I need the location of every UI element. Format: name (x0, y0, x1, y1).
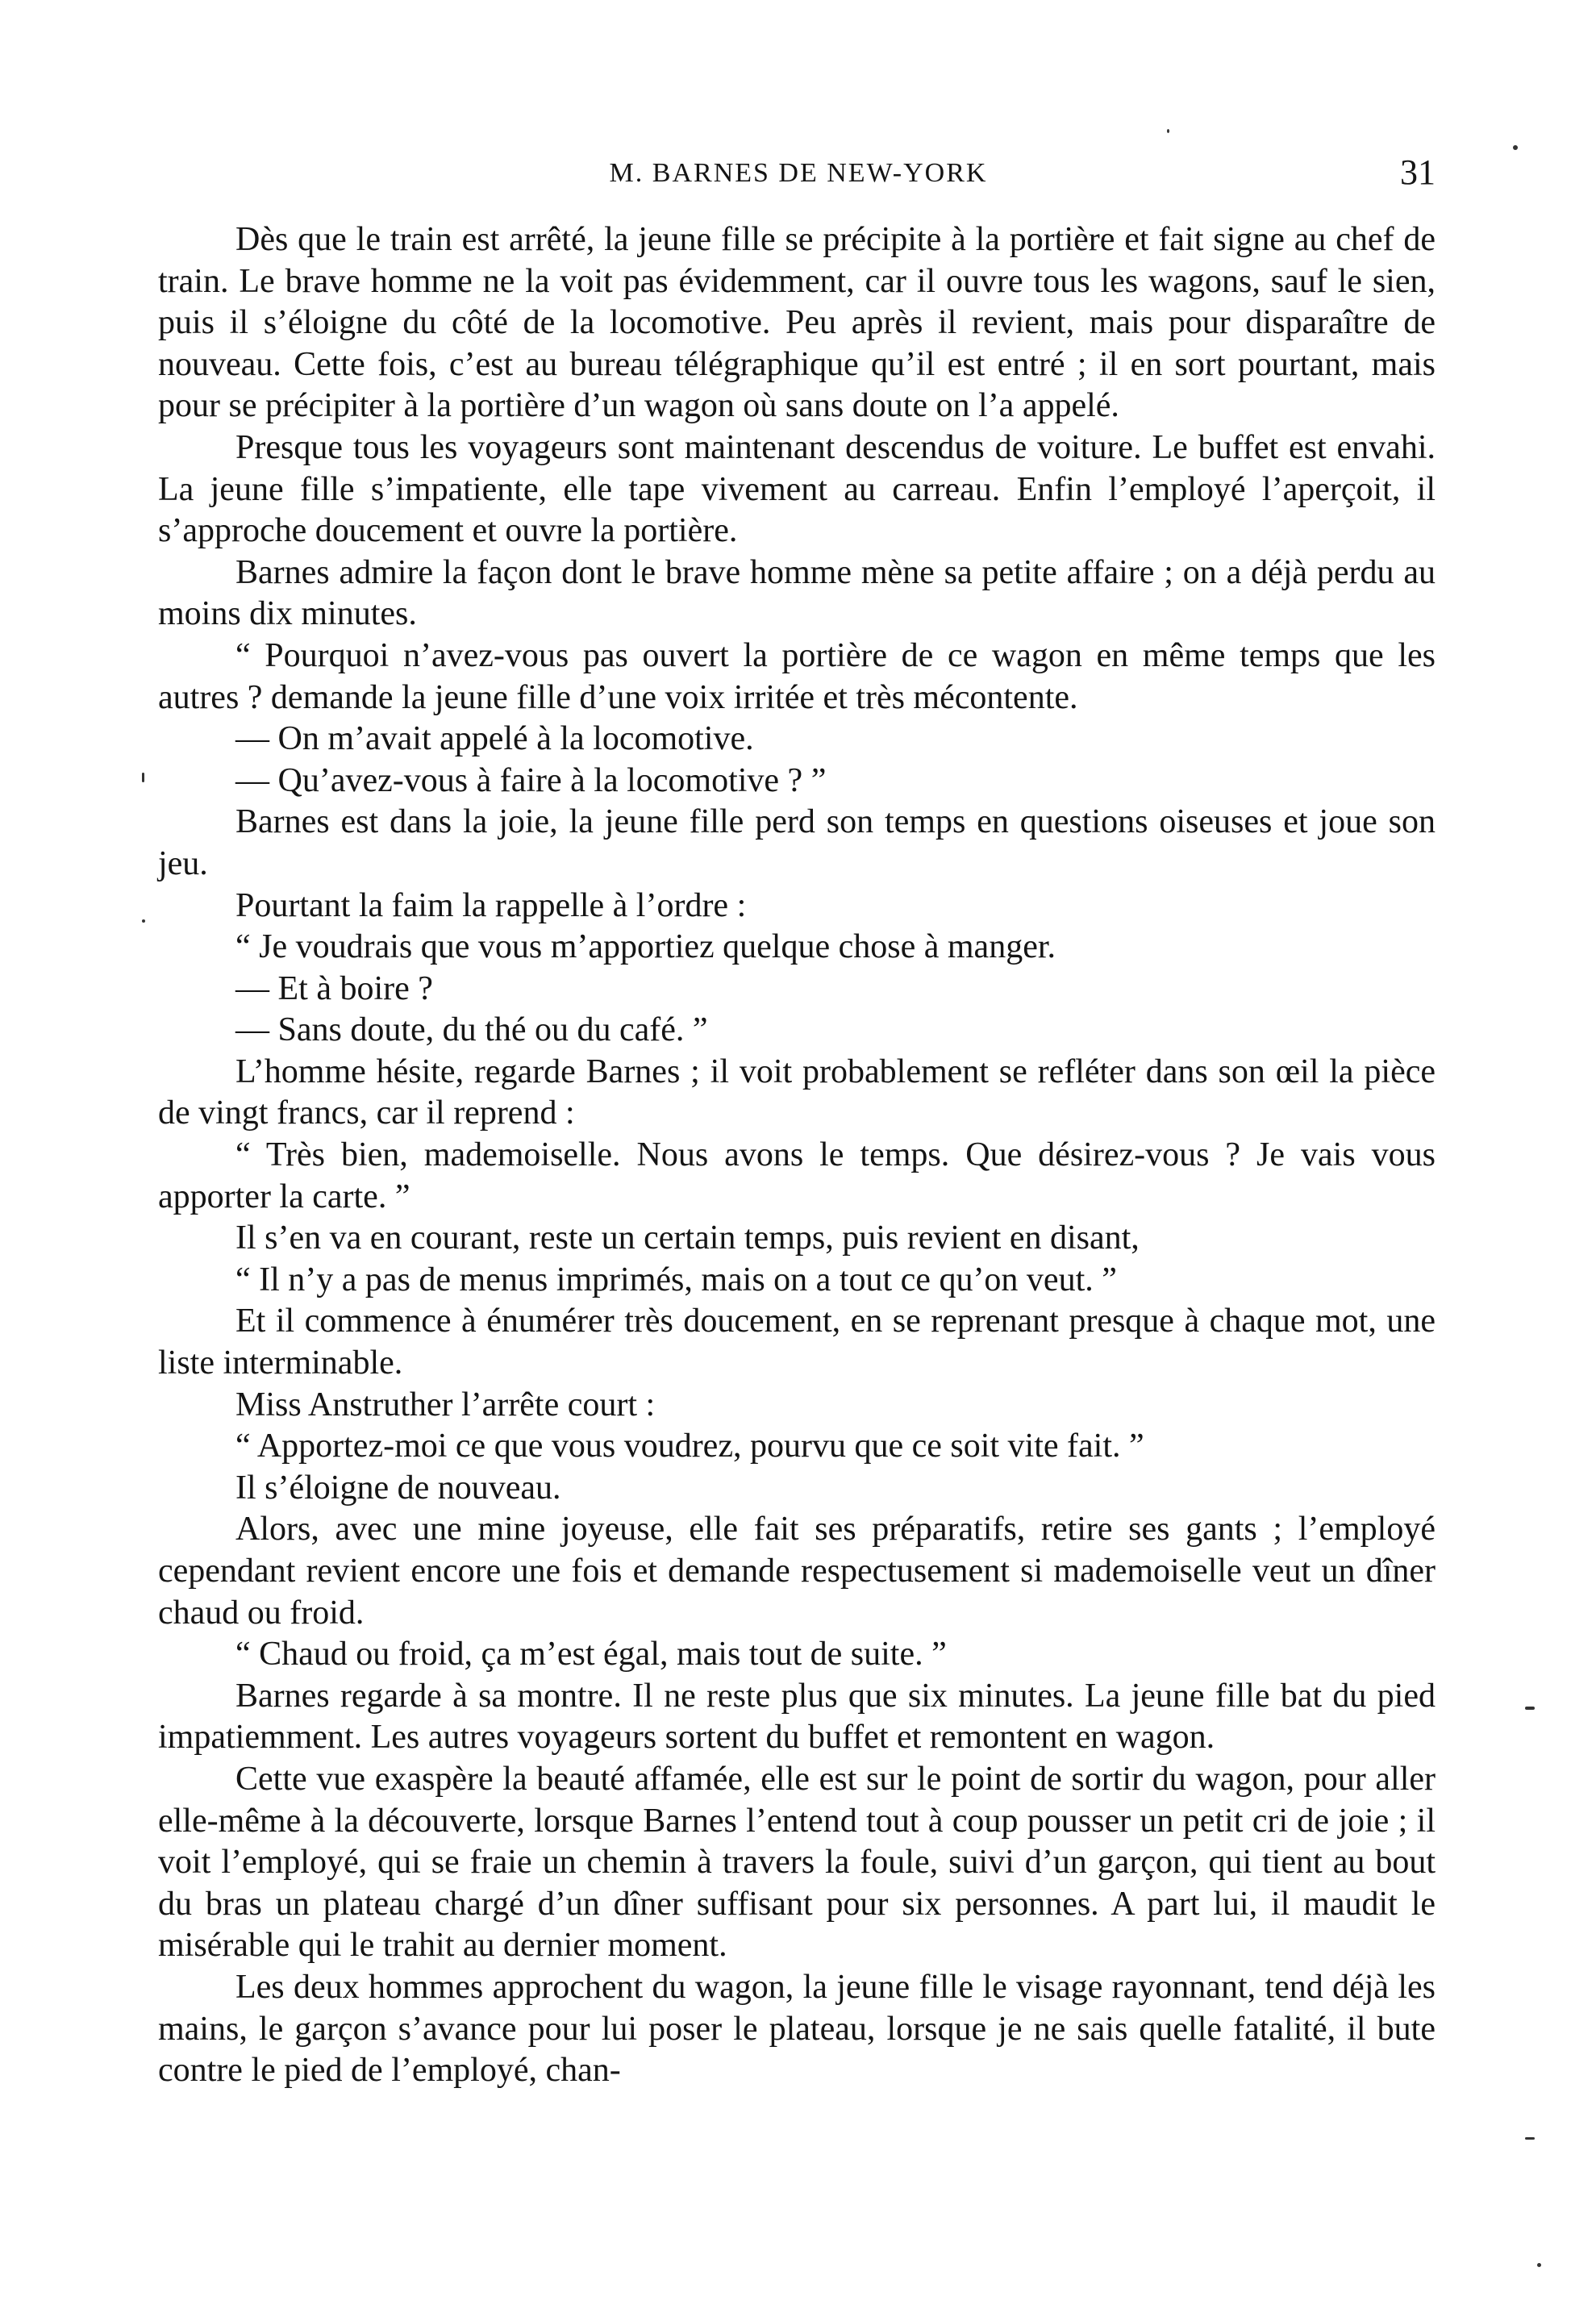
scan-speck (1513, 145, 1518, 150)
paragraph: “ Pourquoi n’avez-vous pas ouvert la portière de ce wagon en même temps que les autres ? demande la jeune fille d’une voix irritée et très mécontente. (158, 636, 1436, 716)
paragraph: Barnes admire la façon dont le brave homme mène sa petite affaire ; on a déjà perdu au moins dix minutes. (158, 553, 1436, 633)
paragraph: Il s’en va en courant, reste un certain temps, puis revient en disant, (235, 1219, 1140, 1257)
paragraph: “ Je voudrais que vous m’apportiez quelque chose à manger. (235, 928, 1056, 966)
page-number: 31 (1400, 152, 1436, 192)
paragraph: Et il commence à énumérer très doucement, en se reprenant presque à chaque mot, une liste interminable. (158, 1302, 1436, 1382)
paragraph: — On m’avait appelé à la locomotive. (235, 720, 754, 758)
paragraph: Alors, avec une mine joyeuse, elle fait ses préparatifs, retire ses gants ; l’employé cependant revient encore une fois et demande respectusement si mademoiselle veut un dîner chaud ou froid. (158, 1511, 1436, 1632)
scan-speck (142, 919, 145, 923)
paragraph: — Et à boire ? (235, 969, 433, 1007)
scan-speck (1167, 129, 1169, 133)
paragraph: L’homme hésite, regarde Barnes ; il voit probablement se refléter dans son œil la pièce de vingt francs, car il reprend : (158, 1052, 1436, 1132)
paragraph: Pourtant la faim la rappelle à l’ordre : (235, 886, 747, 924)
paragraph: — Sans doute, du thé ou du café. ” (235, 1011, 708, 1049)
scan-speck (1525, 2137, 1535, 2140)
paragraph: Miss Anstruther l’arrête court : (235, 1386, 656, 1423)
running-title: M. BARNES DE NEW-YORK (609, 158, 988, 188)
paragraph: Cette vue exaspère la beauté affamée, elle est sur le point de sortir du wagon, pour aller elle-même à la découverte, lorsque Barnes l’entend tout à coup pousser un petit cri de joie ; il voit l’employé, qui se fraie un chemin à travers la foule, suivi d’un garçon, qui tient au bout du bras un plateau chargé d’un dîner suffisant pour six personnes. A part lui, il maudit le misérable qui le trahit au dernier moment. (158, 1760, 1436, 1965)
paragraph: Il s’éloigne de nouveau. (235, 1469, 561, 1507)
paragraph: Presque tous les voyageurs sont maintenant descendus de voiture. Le buffet est envahi. La jeune fille s’impatiente, elle tape vivement au carreau. Enfin l’employé l’aperçoit, il s’approche doucement et ouvre la portière. (158, 428, 1436, 550)
running-head (161, 152, 1436, 200)
scan-speck (1537, 2263, 1541, 2267)
paragraph: Barnes est dans la joie, la jeune fille perd son temps en questions oiseuses et joue son jeu. (158, 803, 1436, 882)
paragraph: Barnes regarde à sa montre. Il ne reste plus que six minutes. La jeune fille bat du pied impatiemment. Les autres voyageurs sortent du buffet et remontent en wagon. (158, 1677, 1436, 1757)
body-text (158, 219, 1436, 2092)
scan-speck (1525, 1707, 1535, 1710)
paragraph: Dès que le train est arrêté, la jeune fille se précipite à la portière et fait signe au chef de train. Le brave homme ne la voit pas évidemment, car il ouvre tous les wagons, sauf le sien, puis il s’éloigne du côté de la locomotive. Peu après il revient, mais pour disparaître de nouveau. Cette fois, c’est au bureau télégraphique qu’il est entré ; il en sort pourtant, mais pour se précipiter à la portière d’un wagon où sans doute on l’a appelé. (158, 221, 1436, 425)
scan-speck (142, 773, 144, 782)
paragraph: “ Chaud ou froid, ça m’est égal, mais tout de suite. ” (235, 1636, 947, 1673)
paragraph: — Qu’avez-vous à faire à la locomotive ? ” (235, 761, 827, 799)
paragraph: Les deux hommes approchent du wagon, la jeune fille le visage rayonnant, tend déjà les mains, le garçon s’avance pour lui poser le plateau, lorsque je ne sais quelle fatalité, il bute contre le pied de l’employé, chan- (158, 1968, 1436, 2090)
paragraph: “ Très bien, mademoiselle. Nous avons le temps. Que désirez-vous ? Je vais vous apporter la carte. ” (158, 1136, 1436, 1215)
paragraph: “ Apportez-moi ce que vous voudrez, pourvu que ce soit vite fait. ” (235, 1427, 1144, 1465)
paragraph: “ Il n’y a pas de menus imprimés, mais on a tout ce qu’on veut. ” (235, 1261, 1117, 1298)
